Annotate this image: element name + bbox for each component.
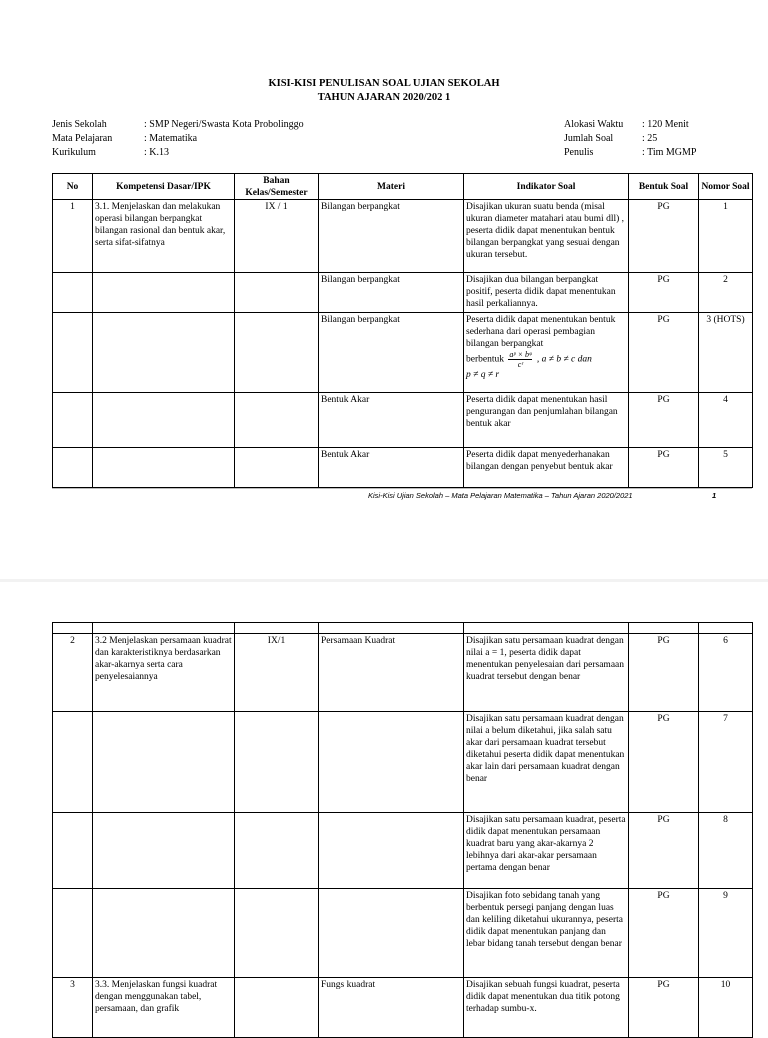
table-continuation-row [53, 623, 753, 634]
cell-kompetensi [93, 393, 235, 448]
info-label: Jumlah Soal [564, 133, 614, 144]
footer-text: Kisi-Kisi Ujian Sekolah – Mata Pelajaran Matematika – Tahun Ajaran 2020/2021 [368, 491, 633, 500]
cell-kompetensi [93, 273, 235, 313]
info-row [52, 146, 304, 160]
fraction-formula [508, 350, 532, 369]
cell-materi [319, 889, 464, 978]
cell-kompetensi [93, 448, 235, 488]
table-row [53, 200, 753, 273]
empty-cell [464, 623, 629, 634]
cell-kompetensi [93, 889, 235, 978]
document-page-2 [0, 582, 768, 1024]
cell-materi: Bilangan berpangkat [319, 200, 464, 273]
column-header: Bentuk Soal [629, 174, 699, 200]
cell-kelas [235, 712, 319, 813]
cell-nomor: 10 [699, 978, 753, 1038]
indikator-text: , a ≠ b ≠ c dan [536, 354, 592, 365]
info-row [564, 132, 696, 146]
formula-denominator: cʳ [517, 360, 524, 369]
footer-rule [52, 488, 752, 489]
cell-bentuk: PG [629, 978, 699, 1038]
indikator-text: p ≠ q ≠ r [466, 370, 500, 380]
cell-no [53, 313, 93, 393]
cell-indikator: Disajikan dua bilangan berpangkat positif, peserta didik dapat menentukan hasil perkaliannya. [464, 273, 629, 313]
cell-materi [319, 712, 464, 813]
cell-bentuk: PG [629, 273, 699, 313]
cell-bentuk: PG [629, 393, 699, 448]
cell-no: 2 [53, 634, 93, 712]
empty-cell [319, 623, 464, 634]
column-header: Bahan Kelas/Semester [235, 174, 319, 200]
kisi-kisi-table-continued [52, 622, 753, 1038]
cell-no: 1 [53, 200, 93, 273]
cell-kelas [235, 448, 319, 488]
document-subtitle: TAHUN AJARAN 2020/202 1 [317, 92, 451, 103]
kisi-kisi-table [52, 173, 753, 488]
cell-bentuk: PG [629, 313, 699, 393]
cell-bentuk: PG [629, 448, 699, 488]
cell-no [53, 393, 93, 448]
cell-materi: Bilangan berpangkat [319, 313, 464, 393]
column-header: Indikator Soal [464, 174, 629, 200]
info-row [52, 132, 304, 146]
cell-indikator [464, 313, 629, 393]
info-label: Alokasi Waktu [564, 119, 624, 130]
table-row [53, 313, 753, 393]
cell-indikator: Peserta didik dapat menentukan hasil pengurangan dan penjumlahan bilangan bentuk akar [464, 393, 629, 448]
cell-materi: Bilangan berpangkat [319, 273, 464, 313]
info-value: : 120 Menit [642, 119, 689, 130]
info-label: Mata Pelajaran [52, 133, 113, 144]
info-value: : SMP Negeri/Swasta Kota Probolinggo [144, 119, 304, 130]
cell-materi: Bentuk Akar [319, 393, 464, 448]
cell-indikator: Disajikan satu persamaan kuadrat, peserta didik dapat menentukan persamaan kuadrat baru yang akar-akarnya 2 lebihnya dari akar-akar persamaan pertama dengan benar [464, 813, 629, 889]
cell-indikator: Disajikan sebuah fungsi kuadrat, peserta didik dapat menentukan dua titik potong terhadap sumbu-x. [464, 978, 629, 1038]
cell-materi [319, 813, 464, 889]
cell-kompetensi: 3.2 Menjelaskan persamaan kuadrat dan karakteristiknya berdasarkan akar-akarnya serta cara penyelesaiannya [93, 634, 235, 712]
cell-bentuk: PG [629, 813, 699, 889]
info-value: : 25 [642, 133, 658, 144]
column-header: Kompetensi Dasar/IPK [93, 174, 235, 200]
cell-no [53, 448, 93, 488]
cell-nomor: 5 [699, 448, 753, 488]
cell-kompetensi [93, 313, 235, 393]
exam-info [564, 118, 696, 160]
column-header: Nomor Soal [699, 174, 753, 200]
cell-no [53, 813, 93, 889]
cell-kelas [235, 393, 319, 448]
cell-nomor: 9 [699, 889, 753, 978]
school-info [52, 118, 304, 160]
cell-nomor: 1 [699, 200, 753, 273]
cell-kelas: IX / 1 [235, 200, 319, 273]
cell-kompetensi: 3.3. Menjelaskan fungsi kuadrat dengan menggunakan tabel, persamaan, dan grafik [93, 978, 235, 1038]
column-header: Materi [319, 174, 464, 200]
cell-kompetensi [93, 712, 235, 813]
info-value: : Matematika [144, 133, 198, 144]
info-row [564, 146, 696, 160]
cell-kompetensi [93, 813, 235, 889]
empty-cell [699, 623, 753, 634]
cell-bentuk: PG [629, 200, 699, 273]
cell-no [53, 889, 93, 978]
cell-indikator: Peserta didik dapat menyederhanakan bilangan dengan penyebut bentuk akar [464, 448, 629, 488]
cell-nomor: 6 [699, 634, 753, 712]
cell-nomor: 3 (HOTS) [699, 313, 753, 393]
cell-kelas [235, 313, 319, 393]
cell-indikator: Disajikan satu persamaan kuadrat dengan nilai a = 1, peserta didik dapat menentukan penyelesaian dari persamaan kuadrat tersebut dengan benar [464, 634, 629, 712]
info-label: Penulis [564, 147, 594, 158]
column-header: No [53, 174, 93, 200]
cell-no: 3 [53, 978, 93, 1038]
empty-cell [629, 623, 699, 634]
empty-cell [235, 623, 319, 634]
indikator-text: Peserta didik dapat menentukan bentuk sederhana dari operasi pembagian bilangan berpangkat [466, 315, 616, 349]
table-row [53, 273, 753, 313]
cell-indikator: Disajikan ukuran suatu benda (misal ukuran diameter matahari atau bumi dll) , peserta didik dapat menentukan bentuk bilangan berpangkat yang sesuai dengan ukuran tersebut. [464, 200, 629, 273]
cell-indikator: Disajikan foto sebidang tanah yang berbentuk persegi panjang dengan luas dan keliling diketahui ukurannya, peserta didik dapat menentukan panjang dan lebar bidang tanah tersebut dengan benar [464, 889, 629, 978]
info-label: Kurikulum [52, 147, 96, 158]
empty-cell [53, 623, 93, 634]
cell-bentuk: PG [629, 712, 699, 813]
table-header-row [53, 174, 753, 200]
cell-nomor: 2 [699, 273, 753, 313]
cell-kelas [235, 978, 319, 1038]
info-row [52, 118, 304, 132]
cell-bentuk: PG [629, 634, 699, 712]
info-label: Jenis Sekolah [52, 119, 107, 130]
document-title: KISI-KISI PENULISAN SOAL UJIAN SEKOLAH [268, 78, 500, 89]
formula-numerator: aᵖ × bᵠ [509, 350, 532, 359]
cell-kelas [235, 889, 319, 978]
cell-nomor: 4 [699, 393, 753, 448]
page-number: 1 [712, 491, 717, 500]
cell-kelas [235, 813, 319, 889]
cell-no [53, 273, 93, 313]
table-row [53, 634, 753, 712]
cell-nomor: 8 [699, 813, 753, 889]
cell-kelas [235, 273, 319, 313]
table-row [53, 889, 753, 978]
table-row [53, 813, 753, 889]
cell-indikator: Disajikan satu persamaan kuadrat dengan nilai a belum diketahui, jika salah satu akar dari persamaan kuadrat tersebut diketahui peserta didik dapat menentukan akar lain dari persamaan kuadrat dengan benar [464, 712, 629, 813]
cell-materi: Fungs kuadrat [319, 978, 464, 1038]
table-row [53, 712, 753, 813]
cell-no [53, 712, 93, 813]
info-value: : K.13 [144, 147, 169, 158]
cell-bentuk: PG [629, 889, 699, 978]
indikator-text: berbentuk [466, 354, 504, 365]
table-row [53, 393, 753, 448]
cell-kelas: IX/1 [235, 634, 319, 712]
table-row [53, 448, 753, 488]
info-value: : Tim MGMP [642, 147, 697, 158]
info-row [564, 118, 696, 132]
empty-cell [93, 623, 235, 634]
table-row [53, 978, 753, 1038]
cell-nomor: 7 [699, 712, 753, 813]
cell-kompetensi: 3.1. Menjelaskan dan melakukan operasi bilangan berpangkat bilangan rasional dan bentuk akar, serta sifat-sifatnya [93, 200, 235, 273]
cell-materi: Persamaan Kuadrat [319, 634, 464, 712]
cell-materi: Bentuk Akar [319, 448, 464, 488]
